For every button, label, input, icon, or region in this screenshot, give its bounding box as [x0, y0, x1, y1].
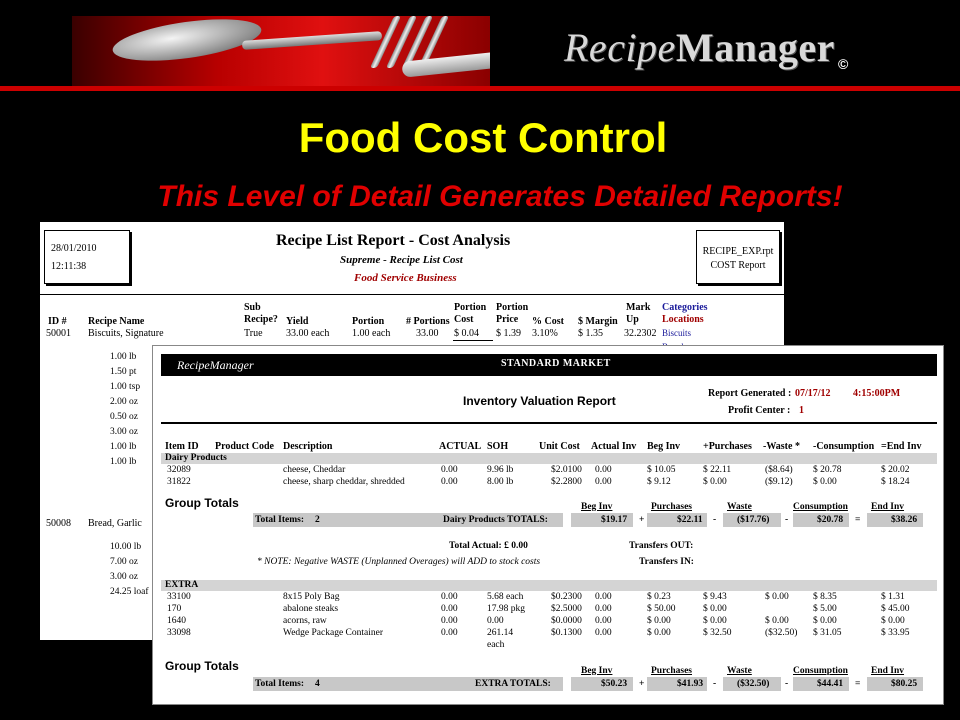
recipe-name: Biscuits, Signature: [88, 328, 164, 339]
col-header-markup: Mark Up: [626, 302, 651, 325]
recipe-yield: 33.00 each: [286, 328, 330, 339]
sum-header-purchases: Purchases: [651, 502, 692, 512]
report-date: 28/01/2010: [51, 243, 97, 254]
col-waste: -Waste *: [763, 441, 800, 452]
col-product-code: Product Code: [215, 441, 274, 452]
spoon-image: [110, 16, 264, 68]
item-beg-inv: $ 50.00: [647, 604, 676, 614]
recipe-portions: 33.00: [416, 328, 439, 339]
ingredient-qty: 3.00 oz: [110, 572, 138, 582]
sum-header-beg-inv: Beg Inv: [581, 666, 613, 676]
item-id: 33100: [167, 592, 191, 602]
report-header-rule: [40, 294, 784, 295]
col-purchases: +Purchases: [703, 441, 752, 452]
generated-label: Report Generated :: [708, 388, 792, 399]
op-minus: -: [713, 515, 717, 525]
generated-date: 07/17/12: [795, 388, 831, 399]
total-items-value: 2: [315, 515, 320, 525]
item-purchases: $ 32.50: [703, 628, 732, 638]
brand-logo-part2: Manager: [675, 25, 835, 70]
item-actual-inv: 0.00: [595, 465, 612, 475]
slide-title: Food Cost Control: [298, 114, 668, 161]
op-plus: +: [639, 679, 645, 689]
report-subtitle: Supreme - Recipe List Cost: [340, 254, 463, 266]
item-purchases: $ 0.00: [703, 616, 727, 626]
item-actual-inv: 0.00: [595, 628, 612, 638]
item-id: 32089: [167, 465, 191, 475]
item-consumption: $ 0.00: [813, 616, 837, 626]
col-header-portion-cost: Portion Cost: [454, 302, 487, 325]
col-unit-cost: Unit Cost: [539, 441, 580, 452]
item-waste: $ 0.00: [765, 592, 789, 602]
recipe-id: 50001: [46, 328, 71, 339]
item-unit-cost: $0.0000: [551, 616, 582, 626]
inventory-valuation-report: [152, 345, 944, 705]
col-actual: ACTUAL: [439, 441, 482, 452]
item-beg-inv: $ 9.12: [647, 477, 671, 487]
item-unit-cost: $2.5000: [551, 604, 582, 614]
item-consumption: $ 5.00: [813, 604, 837, 614]
col-item-id: Item ID: [165, 441, 199, 452]
recipe-category: Biscuits: [662, 328, 692, 338]
recipe-markup: 32.2302: [624, 328, 657, 339]
item-actual: 0.00: [441, 628, 458, 638]
recipe-cost: $ 0.04: [454, 328, 479, 339]
item-consumption: $ 20.78: [813, 465, 842, 475]
header-divider: [0, 86, 960, 91]
item-soh: 9.96 lb: [487, 465, 514, 475]
item-purchases: $ 0.00: [703, 604, 727, 614]
ingredient-qty: 1.00 lb: [110, 457, 137, 467]
ingredient-qty: 10.00 lb: [110, 542, 142, 552]
op-minus: -: [785, 679, 789, 689]
op-plus: +: [639, 515, 645, 525]
col-header-portion-price: Portion Price: [496, 302, 529, 325]
col-beg-inv: Beg Inv: [647, 441, 681, 452]
sum-waste: ($32.50): [737, 679, 770, 689]
sum-purchases: $41.93: [677, 679, 704, 689]
item-purchases: $ 22.11: [703, 465, 732, 475]
item-actual-inv: 0.00: [595, 477, 612, 487]
group-totals-label: Group Totals: [165, 659, 239, 673]
op-minus: -: [713, 679, 717, 689]
total-items-value: 4: [315, 679, 320, 689]
item-unit-cost: $2.2800: [551, 477, 582, 487]
item-beg-inv: $ 10.05: [647, 465, 676, 475]
item-end-inv: $ 45.00: [881, 604, 910, 614]
sum-header-consumption: Consumption: [793, 502, 848, 512]
item-soh: 0.00: [487, 616, 504, 626]
header-photo-banner: [72, 16, 490, 88]
item-consumption: $ 0.00: [813, 477, 837, 487]
recipe-id: 50008: [46, 518, 71, 529]
col-header-yield: Yield: [286, 316, 309, 327]
brand-logo: [564, 24, 835, 71]
item-actual-inv: 0.00: [595, 616, 612, 626]
item-soh: 5.68 each: [487, 592, 524, 602]
recipe-margin: $ 1.35: [578, 328, 603, 339]
item-consumption: $ 8.35: [813, 592, 837, 602]
col-end-inv: =End Inv: [881, 441, 922, 452]
recipe-name: Bread, Garlic: [88, 518, 142, 529]
ingredient-qty: 1.00 tsp: [110, 382, 141, 392]
col-header-id: ID #: [48, 316, 67, 327]
col-actual-inv: Actual Inv: [591, 441, 637, 452]
report-file-box: [696, 230, 780, 284]
group-totals-bar: [253, 513, 563, 527]
recipe-portion: 1.00 each: [352, 328, 391, 339]
inventory-report-title: Inventory Valuation Report: [463, 394, 616, 408]
item-waste: ($9.12): [765, 477, 793, 487]
ingredient-qty: 0.50 oz: [110, 412, 138, 422]
generated-time: 4:15:00PM: [853, 388, 901, 399]
item-description: Wedge Package Container: [283, 628, 384, 638]
cost-underline: [453, 340, 493, 341]
item-description: abalone steaks: [283, 604, 339, 614]
item-id: 170: [167, 604, 182, 614]
item-unit-cost: $0.1300: [551, 628, 582, 638]
col-description: Description: [283, 441, 333, 452]
ingredient-qty: 1.50 pt: [110, 367, 137, 377]
item-actual: 0.00: [441, 465, 458, 475]
report-file-name: RECIPE_EXP.rpt: [702, 246, 774, 257]
group-band-extra: EXTRA: [161, 580, 937, 591]
col-header-sub: Sub Recipe?: [244, 302, 278, 325]
item-end-inv: $ 0.00: [881, 616, 905, 626]
item-soh: 17.98 pkg: [487, 604, 525, 614]
item-actual: 0.00: [441, 616, 458, 626]
sum-header-consumption: Consumption: [793, 666, 848, 676]
item-soh-unit: each: [487, 640, 505, 650]
op-equals: =: [855, 515, 861, 525]
header-rule: [161, 422, 937, 424]
sum-waste: ($17.76): [737, 515, 770, 525]
item-description: 8x15 Poly Bag: [283, 592, 340, 602]
brand-logo-part1: Recipe: [564, 25, 676, 70]
item-description: cheese, Cheddar: [283, 465, 346, 475]
profit-center-value: 1: [799, 405, 804, 416]
market-name: STANDARD MARKET: [501, 358, 611, 369]
ingredient-qty: 7.00 oz: [110, 557, 138, 567]
group-band-dairy: Dairy Products: [161, 453, 937, 464]
report-file-type: COST Report: [710, 260, 766, 271]
sum-header-waste: Waste: [727, 666, 752, 676]
sum-header-purchases: Purchases: [651, 666, 692, 676]
item-unit-cost: $0.2300: [551, 592, 582, 602]
sum-consumption: $20.78: [817, 515, 844, 525]
sum-consumption: $44.41: [817, 679, 844, 689]
item-description: cheese, sharp cheddar, shredded: [283, 477, 405, 487]
copyright-mark: ©: [838, 56, 849, 72]
ingredient-qty: 1.00 lb: [110, 352, 137, 362]
item-id: 31822: [167, 477, 191, 487]
totals-name: Dairy Products TOTALS:: [443, 515, 548, 525]
col-header-pct-cost: % Cost: [532, 316, 564, 327]
report-company: Food Service Business: [354, 272, 457, 284]
item-waste: $ 0.00: [765, 616, 789, 626]
report-brand: RecipeManager: [177, 358, 254, 372]
item-consumption: $ 31.05: [813, 628, 842, 638]
item-id: 1640: [167, 616, 186, 626]
col-header-name: Recipe Name: [88, 316, 145, 327]
col-soh: SOH: [487, 441, 509, 452]
sum-header-beg-inv: Beg Inv: [581, 502, 613, 512]
sum-header-waste: Waste: [727, 502, 752, 512]
ingredient-qty: 1.00 lb: [110, 442, 137, 452]
sum-purchases: $22.11: [677, 515, 703, 525]
item-description: acorns, raw: [283, 616, 327, 626]
item-beg-inv: $ 0.00: [647, 616, 671, 626]
ingredient-qty: 2.00 oz: [110, 397, 138, 407]
report-topbar: [161, 354, 937, 376]
total-actual: Total Actual: £ 0.00: [449, 541, 528, 551]
recipe-sub: True: [244, 328, 263, 339]
item-actual-inv: 0.00: [595, 604, 612, 614]
total-items-label: Total Items:: [255, 679, 304, 689]
col-header-categories: Categories Locations: [662, 302, 708, 325]
total-items-label: Total Items:: [255, 515, 304, 525]
recipe-price: $ 1.39: [496, 328, 521, 339]
col-header-portion: Portion: [352, 316, 385, 327]
col-consumption: -Consumption: [813, 441, 875, 452]
sum-end-inv: $38.26: [891, 515, 918, 525]
item-end-inv: $ 1.31: [881, 592, 905, 602]
item-soh: 261.14: [487, 628, 514, 638]
report-title: Recipe List Report - Cost Analysis: [276, 232, 511, 249]
col-header-margin: $ Margin: [578, 316, 618, 327]
sum-header-end-inv: End Inv: [871, 502, 905, 512]
item-end-inv: $ 33.95: [881, 628, 910, 638]
profit-center-label: Profit Center :: [728, 405, 791, 416]
item-actual-inv: 0.00: [595, 592, 612, 602]
slide-subtitle: This Level of Detail Generates Detailed Reports!: [157, 180, 843, 213]
sum-header-end-inv: End Inv: [871, 666, 905, 676]
op-equals: =: [855, 679, 861, 689]
sum-end-inv: $80.25: [891, 679, 918, 689]
item-id: 33098: [167, 628, 191, 638]
ingredient-qty: 3.00 oz: [110, 427, 138, 437]
item-end-inv: $ 18.24: [881, 477, 910, 487]
item-beg-inv: $ 0.00: [647, 628, 671, 638]
group-totals-bar: [253, 677, 563, 691]
recipe-pct-cost: 3.10%: [532, 328, 558, 339]
transfers-out: Transfers OUT:: [629, 541, 694, 551]
report-datetime-box: [44, 230, 130, 284]
item-waste: ($8.64): [765, 465, 793, 475]
transfers-in: Transfers IN:: [639, 557, 694, 567]
item-purchases: $ 9.43: [703, 592, 727, 602]
item-end-inv: $ 20.02: [881, 465, 910, 475]
waste-note: * NOTE: Negative WASTE (Unplanned Overages) will ADD to stock costs: [257, 557, 541, 567]
item-unit-cost: $2.0100: [551, 465, 582, 475]
item-actual: 0.00: [441, 592, 458, 602]
item-waste: ($32.50): [765, 628, 798, 638]
col-header-portions: # Portions: [406, 316, 450, 327]
totals-name: EXTRA TOTALS:: [475, 679, 551, 689]
item-actual: 0.00: [441, 604, 458, 614]
sum-beg-inv: $50.23: [601, 679, 628, 689]
item-soh: 8.00 lb: [487, 477, 514, 487]
item-purchases: $ 0.00: [703, 477, 727, 487]
item-beg-inv: $ 0.23: [647, 592, 671, 602]
item-actual: 0.00: [441, 477, 458, 487]
report-time: 12:11:38: [51, 261, 87, 272]
sum-beg-inv: $19.17: [601, 515, 628, 525]
op-minus: -: [785, 515, 789, 525]
group-totals-label: Group Totals: [165, 496, 239, 510]
ingredient-qty: 24.25 loaf: [110, 587, 149, 597]
